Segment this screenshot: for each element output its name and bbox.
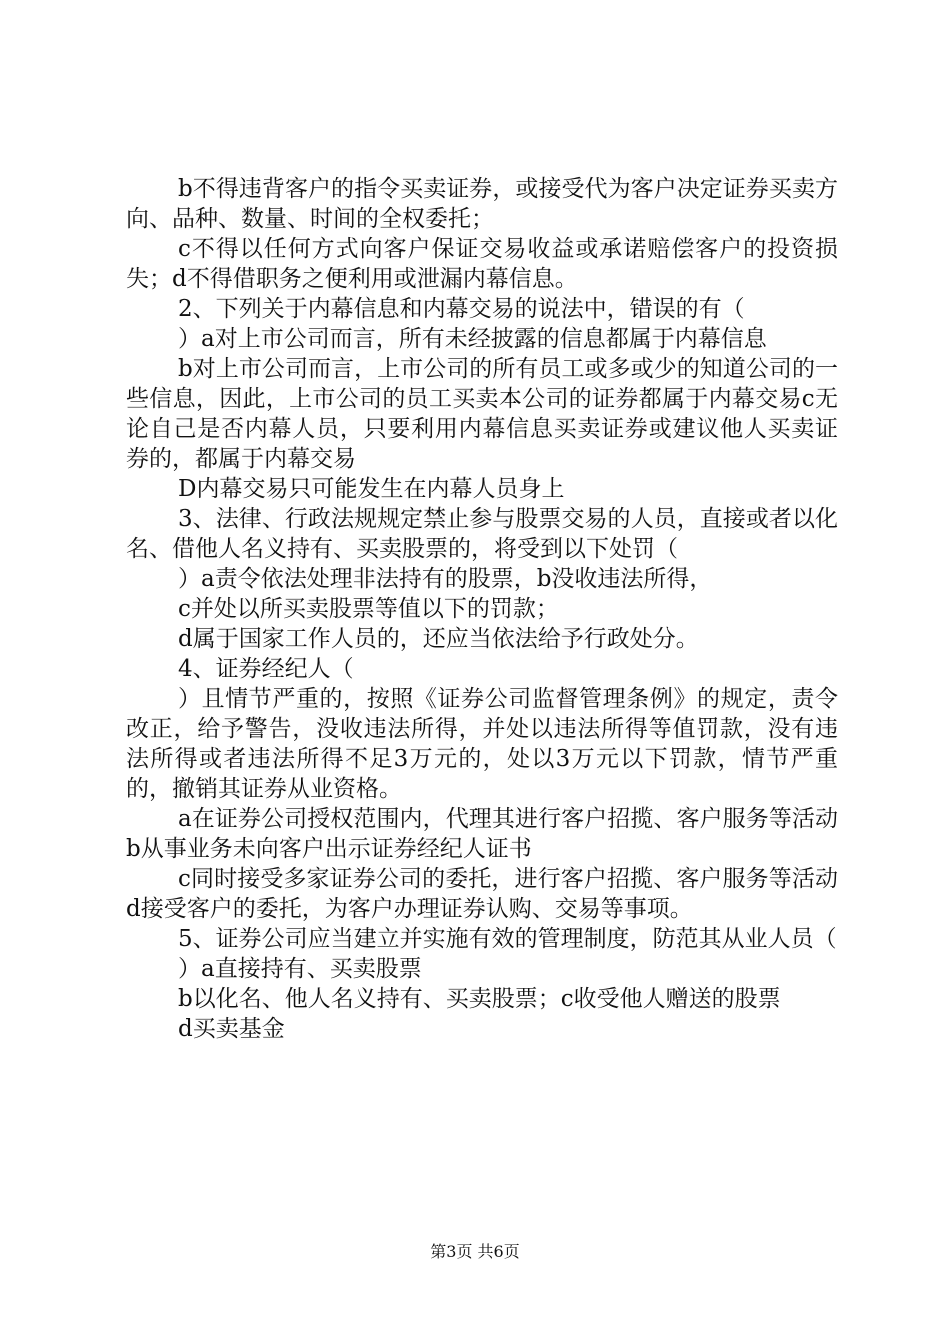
page-number-label: 第3页 共6页 — [430, 1242, 520, 1261]
paragraph: d属于国家工作人员的，还应当依法给予行政处分。 — [178, 626, 699, 652]
page-footer — [0, 1242, 950, 1262]
paragraph: b以化名、他人名义持有、买卖股票；c收受他人赠送的股票 — [178, 986, 781, 1012]
paragraph: d买卖基金 — [178, 1016, 285, 1042]
paragraph: ）a责令依法处理非法持有的股票，b没收违法所得， — [178, 566, 713, 592]
paragraph: ）且情节严重的，按照《证券公司监督管理条例》的规定，责令改正，给予警告，没收违法所得，并处以违法所得等值罚款，没有违法所得或者违法所得不足3万元的，处以3万元以下罚款，情节严重的，撤销其证券从业资格。 — [126, 686, 838, 802]
paragraph: a在证券公司授权范围内，代理其进行客户招揽、客户服务等活动b从事业务未向客户出示证券经纪人证书 — [126, 806, 838, 862]
paragraph: 5、证券公司应当建立并实施有效的管理制度，防范其从业人员（ — [178, 926, 837, 952]
paragraph: D内幕交易只可能发生在内幕人员身上 — [178, 476, 565, 502]
paragraph: 4、证券经纪人（ — [178, 656, 354, 682]
paragraph: c并处以所买卖股票等值以下的罚款； — [178, 596, 559, 622]
paragraph: b对上市公司而言，上市公司的所有员工或多或少的知道公司的一些信息，因此，上市公司的员工买卖本公司的证券都属于内幕交易c无论自己是否内幕人员，只要利用内幕信息买卖证券或建议他人买卖证券的，都属于内幕交易 — [126, 356, 838, 472]
paragraph: 3、法律、行政法规规定禁止参与股票交易的人员，直接或者以化名、借他人名义持有、买卖股票的，将受到以下处罚（ — [126, 506, 838, 562]
paragraph: ）a直接持有、买卖股票 — [178, 956, 422, 982]
paragraph: c同时接受多家证券公司的委托，进行客户招揽、客户服务等活动d接受客户的委托，为客户办理证券认购、交易等事项。 — [126, 866, 838, 922]
document-body — [126, 174, 838, 1044]
paragraph: 2、下列关于内幕信息和内幕交易的说法中，错误的有（ — [178, 296, 745, 322]
paragraph: c不得以任何方式向客户保证交易收益或承诺赔偿客户的投资损失；d不得借职务之便利用或泄漏内幕信息。 — [126, 236, 838, 292]
paragraph: b不得违背客户的指令买卖证券，或接受代为客户决定证券买卖方向、品种、数量、时间的全权委托； — [126, 176, 838, 232]
paragraph: ）a对上市公司而言，所有未经披露的信息都属于内幕信息 — [178, 326, 767, 352]
